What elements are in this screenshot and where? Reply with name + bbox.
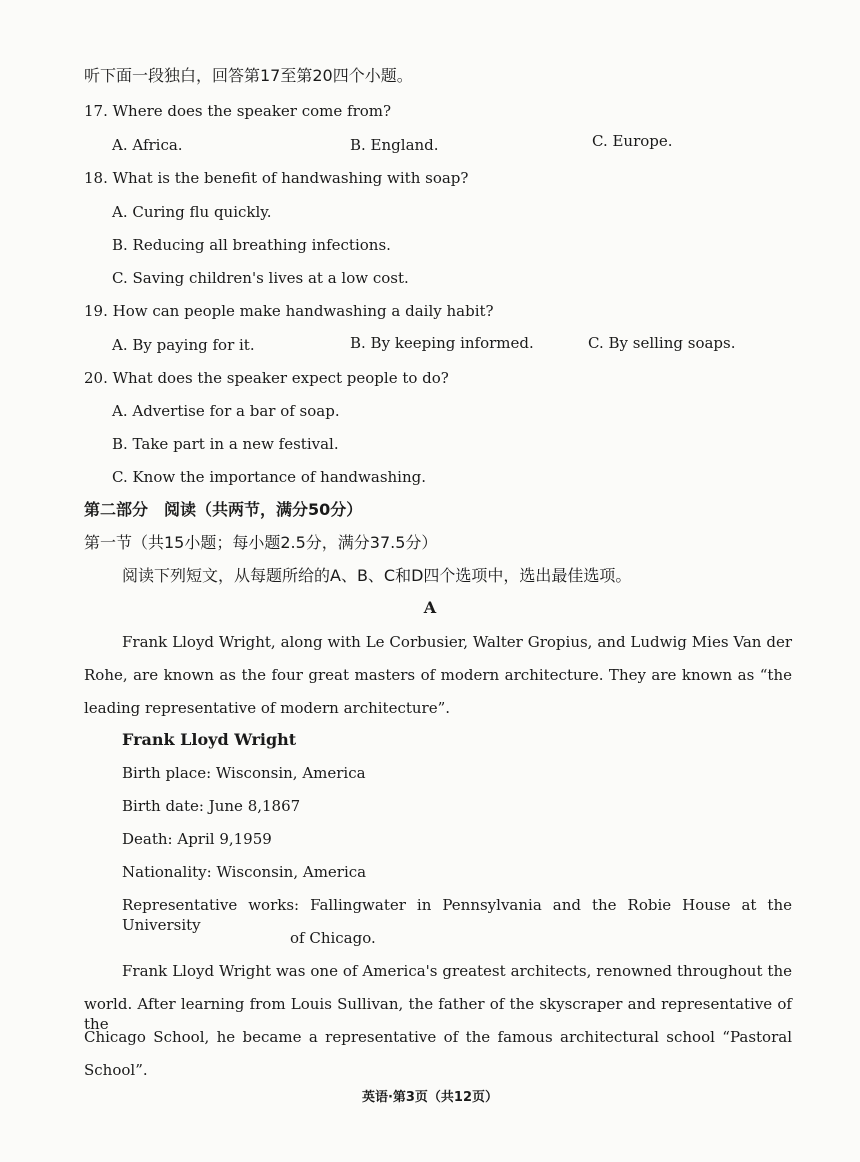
question-20-option-a: A. Advertise for a bar of soap. — [112, 402, 340, 420]
profile-works-line2: of Chicago. — [290, 929, 376, 947]
part-two-heading: 第二部分 阅读（共两节，满分50分） — [84, 500, 363, 519]
para1-line3: leading representative of modern architecture”. — [84, 699, 451, 717]
para2-line4: School”. — [84, 1061, 148, 1079]
question-18-option-b: B. Reducing all breathing infections. — [112, 236, 391, 254]
question-18-option-a: A. Curing flu quickly. — [112, 203, 272, 221]
question-18-stem: 18. What is the benefit of handwashing with soap? — [84, 169, 469, 187]
para1-line1: Frank Lloyd Wright, along with Le Corbusier, Walter Gropius, and Ludwig Mies Van der — [122, 633, 792, 651]
question-17-stem: 17. Where does the speaker come from? — [84, 102, 392, 120]
question-18-option-c: C. Saving children's lives at a low cost. — [112, 269, 409, 287]
para2-line1: Frank Lloyd Wright was one of America's greatest architects, renowned throughout the — [122, 962, 792, 980]
question-19-option-a: A. By paying for it. — [112, 336, 255, 354]
question-17-option-a: A. Africa. — [112, 136, 183, 154]
question-20-option-b: B. Take part in a new festival. — [112, 435, 339, 453]
profile-birth-place: Birth place: Wisconsin, America — [122, 764, 366, 782]
profile-death: Death: April 9,1959 — [122, 830, 272, 848]
section-one-heading: 第一节（共15小题；每小题2.5分，满分37.5分） — [84, 533, 438, 552]
question-17-option-b: B. England. — [350, 136, 439, 154]
question-19-option-b: B. By keeping informed. — [350, 334, 534, 352]
reading-instruction: 阅读下列短文，从每题所给的A、B、C和D四个选项中，选出最佳选项。 — [122, 566, 632, 585]
profile-name: Frank Lloyd Wright — [122, 730, 297, 749]
profile-works-line1: Representative works: Fallingwater in Pennsylvania and the Robie House at the University — [122, 896, 792, 934]
profile-birth-date: Birth date: June 8,1867 — [122, 797, 301, 815]
question-19-option-c: C. By selling soaps. — [588, 334, 736, 352]
question-20-option-c: C. Know the importance of handwashing. — [112, 468, 427, 486]
question-19-stem: 19. How can people make handwashing a daily habit? — [84, 302, 494, 320]
page-footer: 英语·第3页（共12页） — [361, 1090, 499, 1105]
question-20-stem: 20. What does the speaker expect people to do? — [84, 369, 449, 387]
para2-line3: Chicago School, he became a representative of the famous architectural school “Pastoral — [84, 1028, 792, 1046]
passage-label: A — [423, 598, 437, 617]
profile-nationality: Nationality: Wisconsin, America — [122, 863, 367, 881]
listening-intro: 听下面一段独白，回答第17至第20四个小题。 — [84, 66, 413, 85]
para1-line2: Rohe, are known as the four great masters of modern architecture. They are known as “the — [84, 666, 792, 684]
para2-line2: world. After learning from Louis Sullivan, the father of the skyscraper and representative of the — [84, 995, 792, 1033]
question-17-option-c: C. Europe. — [592, 132, 673, 150]
